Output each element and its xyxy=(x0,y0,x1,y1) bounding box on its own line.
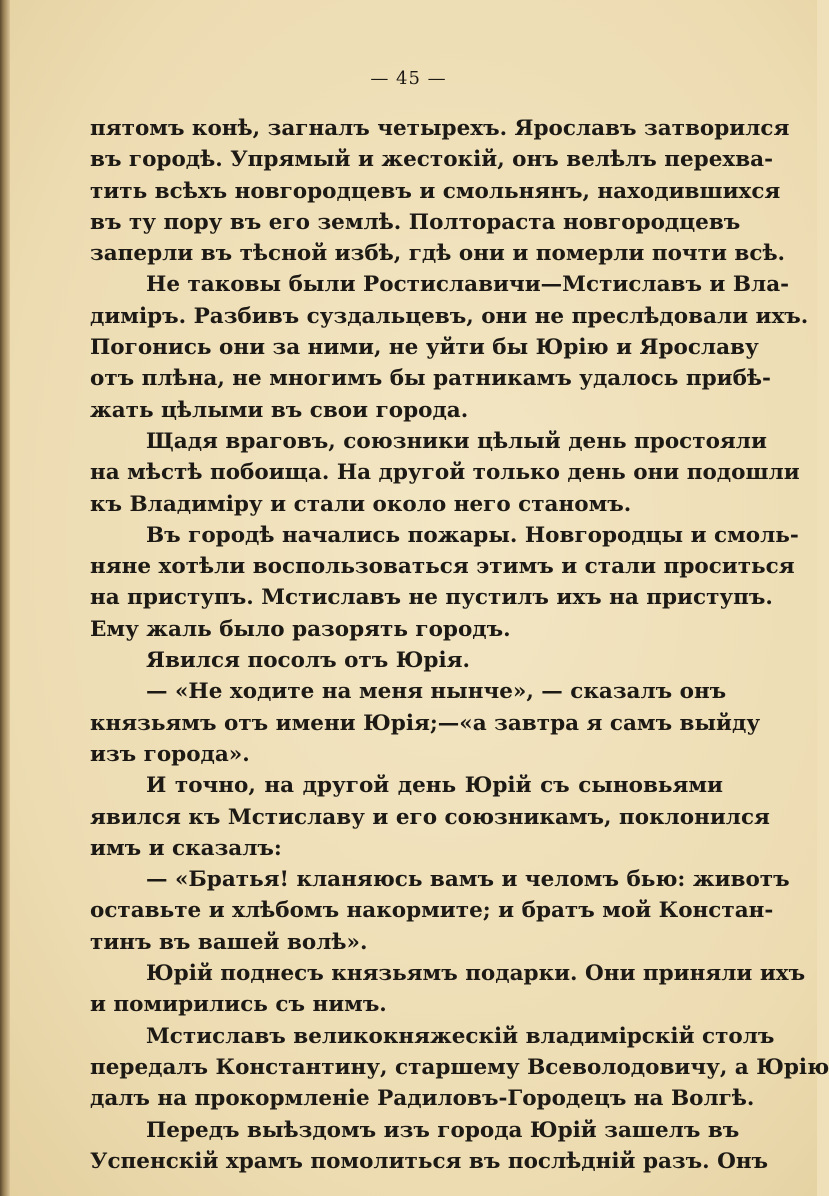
text-line: — «Не ходите на меня нынче», — сказалъ онъ xyxy=(146,679,727,705)
text-line: передалъ Константину, старшему Всеволодовичу, а Юрію xyxy=(90,1054,829,1080)
text-line: Щадя враговъ, союзники цѣлый день простояли xyxy=(146,428,767,454)
text-line: Не таковы были Ростиславичи—Мстиславъ и Вла- xyxy=(146,272,790,298)
text-line: няне хотѣли воспользоваться этимъ и стали проситься xyxy=(90,554,795,580)
text-line: Успенскій храмъ помолиться въ послѣдній разъ. Онъ xyxy=(90,1148,769,1174)
page-number: — 45 — xyxy=(370,68,447,89)
text-line: къ Владиміру и стали около него станомъ. xyxy=(90,491,632,517)
text-line: тить всѣхъ новгородцевъ и смольнянъ, находившихся xyxy=(90,178,781,204)
text-line: Погонись они за ними, не уйти бы Юрію и Ярославу xyxy=(90,335,759,361)
text-line: изъ города». xyxy=(90,741,250,767)
text-line: на мѣстѣ побоища. На другой только день они подошли xyxy=(90,460,800,486)
body-text xyxy=(90,113,829,1177)
text-line: И точно, на другой день Юрій съ сыновьями xyxy=(146,773,723,799)
text-line: жать цѣлыми въ свои города. xyxy=(90,397,469,423)
text-line: въ ту пору въ его землѣ. Полтораста новгородцевъ xyxy=(90,209,741,235)
text-line: въ городѣ. Упрямый и жестокій, онъ велѣлъ перехва- xyxy=(90,147,773,173)
text-line: тинъ въ вашей волѣ». xyxy=(90,929,368,955)
text-line: Передъ выѣздомъ изъ города Юрій зашелъ въ xyxy=(146,1117,740,1143)
text-line: на приступъ. Мстиславъ не пустилъ ихъ на приступъ. xyxy=(90,585,773,611)
text-line: князьямъ отъ имени Юрія;—«а завтра я самъ выйду xyxy=(90,710,761,736)
text-line: Въ городѣ начались пожары. Новгородцы и смоль- xyxy=(146,522,799,548)
text-line: явился къ Мстиславу и его союзникамъ, поклонился xyxy=(90,804,770,830)
text-line: — «Братья! кланяюсь вамъ и челомъ бью: животъ xyxy=(146,867,790,893)
text-line: Явился посолъ отъ Юрія. xyxy=(146,648,470,674)
text-line: Юрій поднесъ князьямъ подарки. Они приняли ихъ xyxy=(146,961,806,987)
text-line: заперли въ тѣсной избѣ, гдѣ они и померли почти всѣ. xyxy=(90,241,786,267)
text-line: имъ и сказалъ: xyxy=(90,835,282,861)
text-line: диміръ. Разбивъ суздальцевъ, они не преслѣдовали ихъ. xyxy=(90,303,809,329)
text-line: отъ плѣна, не многимъ бы ратникамъ удалось прибѣ- xyxy=(90,366,771,392)
text-line: оставьте и хлѣбомъ накормите; и братъ мой Констан- xyxy=(90,898,774,924)
text-line: Мстиславъ великокняжескій владимірскій столъ xyxy=(146,1023,775,1049)
text-line: и помирились съ нимъ. xyxy=(90,992,387,1018)
text-line: далъ на прокормленіе Радиловъ-Городецъ на Волгѣ. xyxy=(90,1086,755,1112)
book-spine-edge xyxy=(0,0,10,1196)
text-line: пятомъ конѣ, загналъ четырехъ. Ярославъ затворился xyxy=(90,116,790,141)
text-line: Ему жаль было разорять городъ. xyxy=(90,616,511,642)
